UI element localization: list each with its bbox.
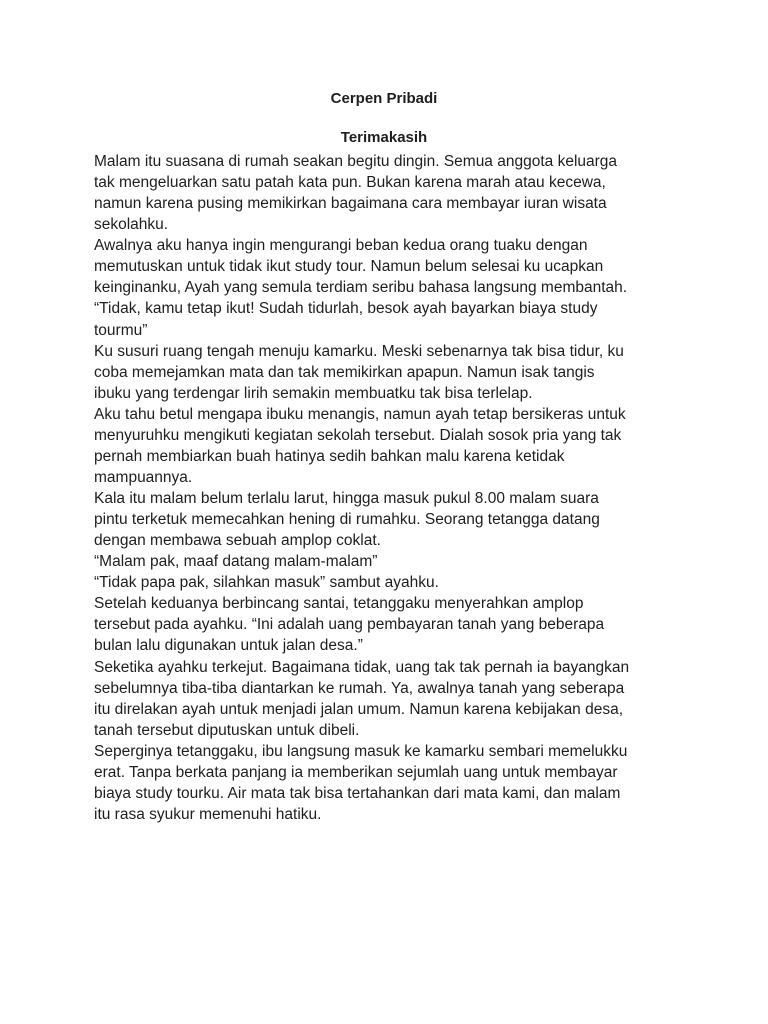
document-title: Cerpen Pribadi <box>330 90 438 107</box>
text-line: “Tidak papa pak, silahkan masuk” sambut ayahku. <box>94 574 439 592</box>
text-line: sekolahku. <box>94 216 169 234</box>
text-line: tak mengeluarkan satu patah kata pun. Bukan karena marah atau kecewa, <box>94 174 606 192</box>
story-body <box>94 151 629 825</box>
text-line: Malam itu suasana di rumah seakan begitu dingin. Semua anggota keluarga <box>94 153 618 170</box>
text-line: Kala itu malam belum terlalu larut, hingga masuk pukul 8.00 malam suara <box>94 490 599 507</box>
text-line: Ku susuri ruang tengah menuju kamarku. Meski sebenarnya tak bisa tidur, ku <box>94 342 624 360</box>
text-line: Seperginya tetanggaku, ibu langsung masuk ke kamarku sembari memelukku <box>94 742 628 760</box>
text-line: biaya study tourku. Air mata tak bisa tertahankan dari mata kami, dan malam <box>94 784 621 802</box>
text-line: coba memejamkan mata dan tak memikirkan apapun. Namun isak tangis <box>94 363 595 381</box>
text-line: Awalnya aku hanya ingin mengurangi beban kedua orang tuaku dengan <box>94 237 588 255</box>
text-line: itu direlakan ayah untuk menjadi jalan umum. Namun karena kebijakan desa, <box>94 700 624 718</box>
text-line: pernah membiarkan buah hatinya sedih bahkan malu karena ketidak <box>94 447 565 465</box>
text-line: “Malam pak, maaf datang malam-malam” <box>94 553 378 571</box>
text-line: dengan membawa sebuah amplop coklat. <box>94 532 381 550</box>
text-line: itu rasa syukur memenuhi hatiku. <box>94 805 322 823</box>
text-line: memutuskan untuk tidak ikut study tour. Namun belum selesai ku ucapkan <box>94 258 604 276</box>
text-line: “Tidak, kamu tetap ikut! Sudah tidurlah, besok ayah bayarkan biaya study <box>94 300 598 318</box>
text-line: tourmu” <box>94 321 148 339</box>
text-line: namun karena pusing memikirkan bagaimana cara membayar iuran wisata <box>94 195 607 213</box>
text-line: erat. Tanpa berkata panjang ia memberikan sejumlah uang untuk membayar <box>94 763 618 781</box>
text-line: Setelah keduanya berbincang santai, tetanggaku menyerahkan amplop <box>94 595 584 613</box>
text-line: menyuruhku mengikuti kegiatan sekolah tersebut. Dialah sosok pria yang tak <box>94 426 622 444</box>
text-line: Seketika ayahku terkejut. Bagaimana tidak, uang tak tak pernah ia bayangkan <box>94 658 630 676</box>
text-line: bulan lalu digunakan untuk jalan desa.” <box>94 637 363 655</box>
text-line: sebelumnya tiba-tiba diantarkan ke rumah. Ya, awalnya tanah yang seberapa <box>94 679 625 697</box>
text-line: tersebut pada ayahku. “Ini adalah uang pembayaran tanah yang beberapa <box>94 616 605 634</box>
text-line: mampuannya. <box>94 468 193 486</box>
text-line: keinginanku, Ayah yang semula terdiam seribu bahasa langsung membantah. <box>94 279 628 297</box>
text-line: ibuku yang terdengar lirih semakin membuatku tak bisa terlelap. <box>94 384 533 402</box>
text-line: Aku tahu betul mengapa ibuku menangis, namun ayah tetap bersikeras untuk <box>94 405 626 423</box>
text-line: tanah tersebut diputuskan untuk dibeli. <box>94 721 360 739</box>
story-title: Terimakasih <box>340 129 428 146</box>
text-line: pintu terketuk memecahkan hening di rumahku. Seorang tetangga datang <box>94 511 600 529</box>
